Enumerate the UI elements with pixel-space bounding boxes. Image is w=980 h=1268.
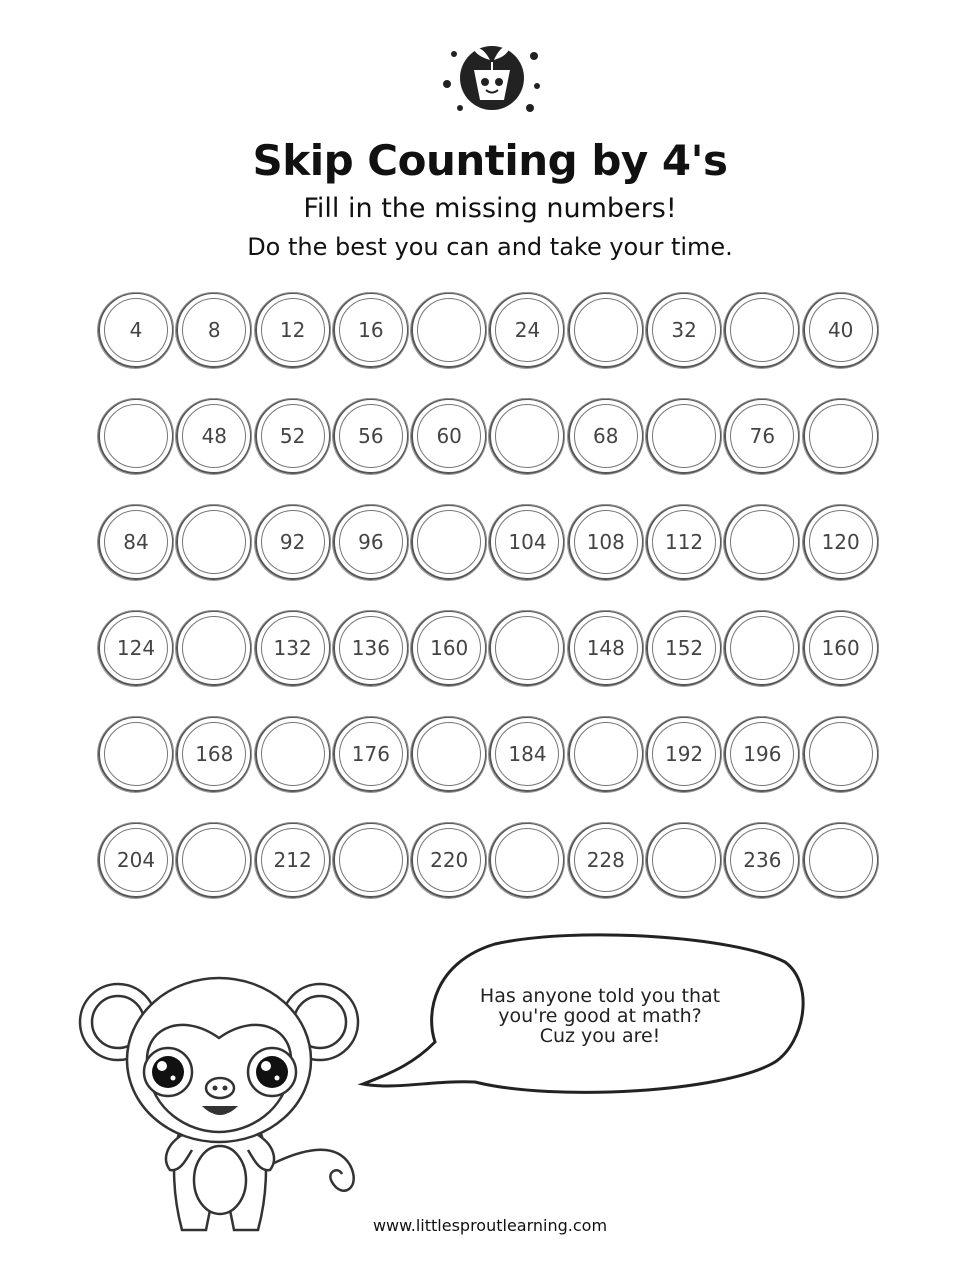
- number-circle: [646, 504, 722, 580]
- number-value: 4: [129, 318, 143, 342]
- number-row: [98, 398, 888, 480]
- number-value: 52: [279, 424, 306, 448]
- number-circle: [489, 292, 565, 368]
- blank-number-circle[interactable]: [646, 822, 722, 898]
- number-circle: [803, 292, 879, 368]
- number-value: 24: [514, 318, 541, 342]
- number-value: 60: [436, 424, 462, 448]
- number-circle: [176, 716, 252, 792]
- speech-line: you're good at math?: [498, 1005, 702, 1027]
- number-value: 124: [116, 636, 156, 660]
- number-value: 136: [351, 636, 390, 660]
- blank-number-circle[interactable]: [255, 716, 331, 792]
- number-circle: [98, 504, 174, 580]
- number-value: 176: [351, 742, 390, 766]
- number-value: 132: [273, 636, 312, 660]
- blank-number-circle[interactable]: [646, 398, 722, 474]
- number-value: 220: [430, 848, 469, 872]
- number-circle: [255, 822, 331, 898]
- number-circle: [646, 716, 722, 792]
- number-value: 160: [430, 636, 469, 660]
- page-subtitle: Fill in the missing numbers!: [303, 193, 677, 224]
- number-row: [98, 292, 888, 374]
- blank-number-circle[interactable]: [333, 822, 409, 898]
- number-circle: [411, 610, 487, 686]
- number-value: 192: [664, 742, 704, 766]
- monkey-illustration-icon: [70, 960, 370, 1250]
- speech-line: Has anyone told you that: [479, 985, 721, 1007]
- page-title: Skip Counting by 4's: [252, 136, 728, 185]
- number-circle: [489, 504, 565, 580]
- blank-number-circle[interactable]: [489, 610, 565, 686]
- blank-number-circle[interactable]: [176, 822, 252, 898]
- blank-number-circle[interactable]: [724, 610, 800, 686]
- number-value: 92: [279, 530, 306, 554]
- number-circle: [724, 716, 800, 792]
- number-grid: [98, 292, 888, 928]
- blank-number-circle[interactable]: [803, 398, 879, 474]
- number-value: 196: [743, 742, 782, 766]
- number-value: 152: [664, 636, 704, 660]
- number-circle: [98, 610, 174, 686]
- blank-number-circle[interactable]: [98, 716, 174, 792]
- blank-number-circle[interactable]: [724, 292, 800, 368]
- number-circle: [568, 398, 644, 474]
- number-circle: [333, 292, 409, 368]
- number-circle: [724, 822, 800, 898]
- number-value: 236: [743, 848, 782, 872]
- number-value: 184: [508, 742, 547, 766]
- number-circle: [803, 504, 879, 580]
- blank-number-circle[interactable]: [176, 504, 252, 580]
- number-row: [98, 504, 888, 586]
- number-circle: [411, 822, 487, 898]
- number-value: 112: [664, 530, 704, 554]
- number-value: 168: [195, 742, 234, 766]
- number-circle: [411, 398, 487, 474]
- blank-number-circle[interactable]: [803, 822, 879, 898]
- footer-url: www.littlesproutlearning.com: [372, 1216, 608, 1235]
- number-circle: [333, 716, 409, 792]
- number-circle: [176, 398, 252, 474]
- number-circle: [176, 292, 252, 368]
- number-circle: [568, 822, 644, 898]
- number-row: [98, 610, 888, 692]
- number-value: 12: [279, 318, 306, 342]
- number-circle: [568, 610, 644, 686]
- number-value: 160: [821, 636, 860, 660]
- number-circle: [98, 822, 174, 898]
- number-circle: [255, 504, 331, 580]
- number-circle: [98, 292, 174, 368]
- number-circle: [333, 504, 409, 580]
- number-value: 212: [273, 848, 312, 872]
- number-value: 40: [827, 318, 854, 342]
- number-circle: [803, 610, 879, 686]
- number-value: 76: [749, 424, 776, 448]
- blank-number-circle[interactable]: [98, 398, 174, 474]
- blank-number-circle[interactable]: [176, 610, 252, 686]
- number-circle: [646, 610, 722, 686]
- number-circle: [646, 292, 722, 368]
- number-row: [98, 716, 888, 798]
- number-circle: [333, 398, 409, 474]
- sprout-pot-logo-icon: [440, 34, 544, 114]
- blank-number-circle[interactable]: [411, 504, 487, 580]
- blank-number-circle[interactable]: [411, 292, 487, 368]
- blank-number-circle[interactable]: [568, 716, 644, 792]
- number-circle: [568, 504, 644, 580]
- number-value: 104: [508, 530, 547, 554]
- number-circle: [255, 398, 331, 474]
- blank-number-circle[interactable]: [489, 398, 565, 474]
- number-value: 8: [207, 318, 221, 342]
- blank-number-circle[interactable]: [724, 504, 800, 580]
- blank-number-circle[interactable]: [489, 822, 565, 898]
- number-value: 204: [116, 848, 156, 872]
- blank-number-circle[interactable]: [803, 716, 879, 792]
- number-value: 32: [671, 318, 697, 342]
- number-circle: [255, 292, 331, 368]
- number-value: 148: [586, 636, 625, 660]
- number-circle: [489, 716, 565, 792]
- number-value: 84: [123, 530, 149, 554]
- instruction-text: Do the best you can and take your time.: [247, 233, 733, 261]
- number-value: 16: [358, 318, 384, 342]
- number-value: 68: [593, 424, 619, 448]
- number-row: [98, 822, 888, 904]
- number-value: 108: [586, 530, 625, 554]
- speech-line: Cuz you are!: [539, 1025, 661, 1047]
- number-value: 56: [358, 424, 384, 448]
- number-value: 228: [586, 848, 625, 872]
- number-value: 96: [358, 530, 384, 554]
- number-value: 48: [201, 424, 228, 448]
- number-circle: [255, 610, 331, 686]
- number-value: 120: [821, 530, 860, 554]
- number-circle: [724, 398, 800, 474]
- speech-bubble-text: [455, 986, 745, 1046]
- blank-number-circle[interactable]: [411, 716, 487, 792]
- blank-number-circle[interactable]: [568, 292, 644, 368]
- number-circle: [333, 610, 409, 686]
